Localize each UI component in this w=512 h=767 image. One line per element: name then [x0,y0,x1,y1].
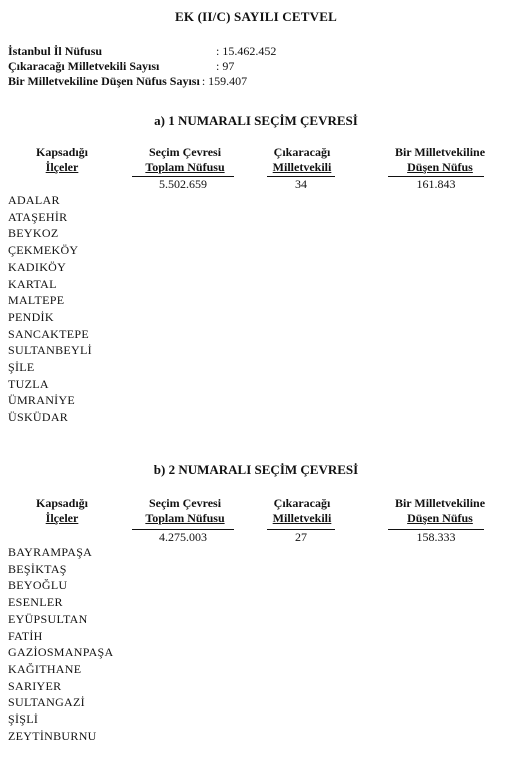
total-population-value: 4.275.003 [132,529,234,544]
summary-row-per-deputy [8,74,247,89]
summary-label: Çıkaracağı Milletvekili Sayısı [8,59,160,73]
district-item: ÜMRANİYE [8,393,76,408]
section-b-title: b) 2 NUMARALI SEÇİM ÇEVRESİ [153,462,359,477]
summary-value: : 97 [216,59,235,73]
district-item: GAZİOSMANPAŞA [8,645,114,660]
header-line: Kapsadığı [35,496,89,510]
district-item: KADIKÖY [8,259,67,274]
district-item: KAĞITHANE [8,661,82,676]
district-item: SANCAKTEPE [8,326,90,341]
district-item: BEYOĞLU [8,578,68,593]
header-per-deputy [380,496,500,526]
district-item: FATİH [8,628,43,643]
district-item: SARIYER [8,678,62,693]
summary-value: : 15.462.452 [216,44,277,58]
header-deputies [262,496,342,526]
district-item: EYÜPSULTAN [8,611,88,626]
district-list-a [8,192,92,426]
header-line: Bir Milletvekiline [394,145,486,159]
summary-label: Bir Milletvekiline Düşen Nüfus Sayısı [8,74,200,88]
district-item: ÇEKMEKÖY [8,243,79,258]
district-item: BEŞİKTAŞ [8,561,67,576]
header-line: Milletvekili [272,511,332,525]
district-item: ZEYTİNBURNU [8,728,97,743]
district-item: ATAŞEHİR [8,209,68,224]
per-deputy-value: 158.333 [388,529,484,544]
district-item: ÜSKÜDAR [8,410,69,425]
summary-block [8,44,277,89]
header-total-population [130,145,240,175]
header-line: Toplam Nüfusu [145,160,225,174]
header-line: Kapsadığı [35,145,89,159]
per-deputy-value: 161.843 [388,176,484,191]
header-line: Düşen Nüfus [407,511,473,525]
district-item: MALTEPE [8,293,65,308]
summary-value: : 159.407 [201,74,248,88]
total-population-value: 5.502.659 [132,176,234,191]
district-item: PENDİK [8,309,54,324]
section-a-title: a) 1 NUMARALI SEÇİM ÇEVRESİ [154,113,358,128]
header-line: Milletvekili [272,160,332,174]
header-line: İlçeler [45,511,79,525]
header-line: Çıkaracağı [273,145,331,159]
district-item: ŞİLE [8,360,35,375]
summary-label: İstanbul İl Nüfusu [8,44,103,58]
district-item: SULTANGAZİ [8,695,85,710]
header-total-population [130,496,240,526]
summary-row-deputies [8,59,247,74]
header-line: Seçim Çevresi [148,496,222,510]
document-title: EK (II/C) SAYILI CETVEL [175,9,337,24]
deputies-value: 27 [267,529,335,544]
district-item: TUZLA [8,376,49,391]
header-per-deputy [380,145,500,175]
header-line: İlçeler [45,160,79,174]
header-line: Bir Milletvekiline [394,496,486,510]
district-item: ESENLER [8,595,63,610]
header-deputies [262,145,342,175]
deputies-value: 34 [267,176,335,191]
district-item: SULTANBEYLİ [8,343,92,358]
summary-row-population [8,44,277,59]
district-item: ŞİŞLİ [8,712,39,727]
district-item: BAYRAMPAŞA [8,545,93,559]
header-districts [22,496,102,526]
header-line: Toplam Nüfusu [145,511,225,525]
district-item: BEYKOZ [8,226,59,241]
header-line: Düşen Nüfus [407,160,473,174]
header-districts [22,145,102,175]
district-item: KARTAL [8,276,57,291]
district-item: ADALAR [8,193,60,207]
header-line: Seçim Çevresi [148,145,222,159]
header-line: Çıkaracağı [273,496,331,510]
district-list-b [8,544,113,744]
